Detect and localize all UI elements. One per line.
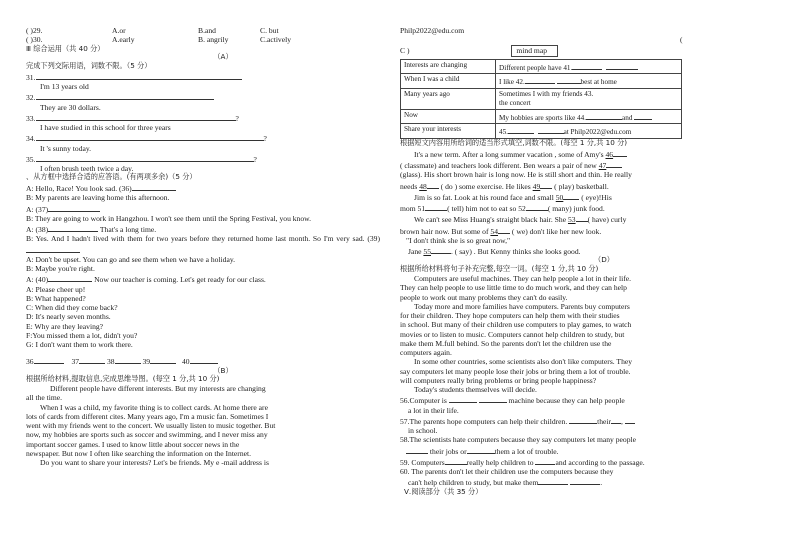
answer-blank-45b[interactable] (538, 125, 564, 134)
answer-blank-34[interactable] (36, 132, 264, 141)
answer-box-36[interactable] (34, 355, 64, 364)
passage-b-line: Different people have different interests. But my interests are changing (50, 384, 266, 394)
passage-d-line: In some other countries, some scientists also don't like computers. They (414, 357, 633, 367)
paren-line: ( (680, 35, 683, 45)
question-60: 60. The parents don't let their children use the computers because they (400, 467, 614, 477)
answer-blank-45[interactable] (508, 125, 534, 134)
directions-2: 、从方框中选择合适的应答语。(有两项多余)（5 分） (26, 172, 197, 182)
directions-1: 完成下列交际用语，词数不限。（5 分） (26, 61, 152, 71)
question-56: 56.Computer is machine because they can help people (400, 396, 625, 406)
answer-box-39[interactable] (150, 355, 176, 364)
passage-d-line: say computers let many people lose their jobs or bring them a lot of trouble. (400, 366, 631, 376)
mc-question-30: ( )30. A.early B. angrily C.actively (26, 35, 291, 45)
option-29-a[interactable]: A.or (112, 26, 126, 35)
question-58: 58.The scientists hate computers because they say computers let many people (400, 435, 636, 445)
blank-47[interactable]: 47 (598, 161, 607, 171)
answer-blank-57a[interactable] (569, 415, 597, 424)
right-column (400, 26, 768, 496)
dialog-line: A: Hello, Race! You look sad. (36) (26, 182, 380, 193)
passage-d-line: Today's students themselves will decide. (414, 385, 537, 395)
question-57-cont: in school. (408, 426, 438, 436)
option-30-c[interactable]: C.actively (260, 35, 291, 45)
blank-48[interactable]: 48 (419, 181, 427, 191)
mind-map-title: mind map (511, 45, 558, 56)
answer-34: It 's sunny today. (40, 143, 92, 153)
answer-blank-58b[interactable] (467, 445, 495, 454)
passage-c-line: Jane 55 . ( say) . But Kenny thinks she looks good. (408, 247, 581, 257)
option-a: A: Please cheer up! (26, 284, 86, 294)
passage-b-line: important soccer games. I used to know little about soccer news in the (26, 439, 240, 449)
dialog-line: B: Yes. And I hadn't lived with them for two years before they returned home last month. So I'm very sad. (39) (26, 234, 380, 255)
blank-53[interactable]: 53 (567, 215, 576, 225)
option-e: E: Why are they leaving? (26, 321, 104, 331)
answer-32: They are 30 dollars. (40, 102, 101, 112)
answer-blank-42b[interactable] (557, 75, 581, 84)
option-d: D: It's nearly seven months. (26, 312, 111, 322)
dialog-line: A: Don't be upset. You can go and see them when we have a holiday. (26, 254, 236, 264)
answer-blank-38[interactable] (48, 223, 98, 232)
blank-50[interactable]: 50 (555, 192, 564, 202)
answer-blank-36[interactable] (132, 182, 176, 191)
blank-46[interactable]: 46 (605, 149, 614, 159)
answer-blank-44[interactable] (586, 111, 622, 120)
answer-blank-47[interactable] (606, 159, 622, 168)
directions-5: 根据所给材料将句子补充完整,每空一词。(每空 1 分,共 10 分) (400, 264, 599, 274)
passage-d-line: Today more and more families have computers. Parents buy computers (414, 301, 630, 311)
answer-blank-51[interactable] (425, 202, 447, 211)
passage-c-line: brown hair now. But some of 54 ( we) don't like her new look. (400, 226, 602, 236)
answer-blank-59b[interactable] (535, 456, 555, 465)
answer-box-40[interactable] (190, 355, 218, 364)
q32: 32. (26, 91, 380, 102)
option-f: F:You missed them a lot, didn't you? (26, 330, 138, 340)
answer-blank-46[interactable] (613, 148, 627, 157)
passage-c-line: (glass). His short brown hair is long now. He is still short and thin. He really (400, 170, 632, 180)
passage-d-line: Computers are useful machines. They can help people a lot in their life. (414, 274, 632, 284)
passage-d-line: will computers really bring problems or bring people happiness? (400, 375, 597, 385)
answer-blank-39[interactable] (26, 244, 80, 253)
option-c: C: When did they come back? (26, 303, 118, 313)
passage-b-line: newspaper. But now I often like searching the information on the Internet. (26, 448, 252, 458)
passage-c-line: It's a new term. After a long summer vacation , some of Amy's 46 (400, 148, 768, 159)
passage-b-line: all the time. (26, 393, 63, 403)
answer-box-37[interactable] (79, 355, 105, 364)
answer-31: I'm 13 years old (40, 82, 89, 92)
answer-blank-53[interactable] (576, 213, 588, 222)
blank-49[interactable]: 49 (532, 181, 541, 191)
answer-row: 36 37 38 39 40 (26, 355, 380, 366)
email-line: Philp2022@edu.com (400, 26, 465, 35)
passage-b-line: When I was a child, my favorite thing is to collect cards. At home there are (40, 402, 268, 412)
passage-c-line: ( classmate) and teachers look different. Ben wears a pair of new 47 (400, 159, 768, 170)
passage-d-line: They can help people to use little time to do much work, and they can help (400, 283, 627, 293)
answer-blank-60a[interactable] (538, 476, 568, 485)
passage-c-line: Jim is so fat. Look at his round face and small 50 ( eye)!His (414, 192, 612, 202)
question-56-cont: a lot in their life. (408, 405, 459, 415)
q35: 35. ? (26, 154, 257, 164)
table-row: Share your interests 45. at Philp2022@edu.com (401, 124, 682, 139)
answer-35: I often brush teeth twice a day. (40, 164, 134, 174)
answer-blank-50[interactable] (563, 191, 579, 200)
option-29-c[interactable]: C. but (260, 26, 279, 35)
option-29-b[interactable]: B.and (198, 26, 216, 35)
answer-blank-56a[interactable] (449, 394, 477, 403)
section-5-heading: Ⅴ.阅读部分（共 35 分） (404, 486, 483, 496)
option-30-b[interactable]: B. angrily (198, 35, 229, 45)
passage-c-line: mom 51 ( tell) him not to eat so 52 ( many) junk food. (400, 204, 605, 214)
answer-blank-52[interactable] (526, 202, 548, 211)
answer-blank-33[interactable] (36, 112, 236, 121)
table-row: Many years ago Sometimes I with my friends 43. the concert (401, 89, 682, 110)
answer-blank-59a[interactable] (445, 456, 467, 465)
q31: 31. (26, 71, 380, 82)
passage-d-line: for their children. They hope computers can help them with their studies (400, 311, 620, 321)
answer-blank-42[interactable] (525, 75, 555, 84)
passage-d-line: make them M.full behind. So the parents don't let the children use the (400, 338, 612, 348)
passage-d-line: people to work out many problems they can't do easily. (400, 292, 568, 302)
section-3-heading: Ⅲ 综合运用（共 40 分） (26, 43, 105, 53)
mind-map-table (400, 59, 682, 140)
answer-blank-57c[interactable] (625, 415, 635, 424)
passage-c-line: needs 48 ( do ) some exercise. He likes 49 ( play) basketball. (400, 181, 609, 191)
passage-b-line: Do you want to share your interests? Let's be friends. My e -mail address is (40, 458, 269, 468)
passage-d-line: movies or to listen to music. Computers cannot help children to study, but (400, 329, 625, 339)
blank-54[interactable]: 54 (490, 226, 499, 236)
table-row: When I was a child I like 42. best at home (401, 74, 682, 89)
blank-55[interactable]: 55 (423, 247, 431, 257)
answer-blank-41[interactable] (572, 61, 602, 70)
q33: 33. ? (26, 113, 239, 123)
passage-b-line: lots of cards from different cites. Many years ago, I'm a music fan. Sometimes I (26, 411, 269, 421)
answer-blank-55[interactable] (431, 245, 451, 254)
question-60-cont: can't help children to study, but make them . (408, 478, 603, 488)
passage-d-line: in school. But many of their children use computers to play games, to watch (400, 320, 632, 330)
answer-blank-44b[interactable] (634, 111, 652, 120)
question-58-cont: their jobs or them a lot of trouble. (400, 445, 768, 456)
option-30-a[interactable]: A.early (112, 35, 135, 45)
dialog-line: A: (38) That's a long time. (26, 225, 157, 235)
part-d-label: （D） (594, 255, 614, 265)
mc-question-29: ( )29. A.or B.and C. but (26, 26, 279, 35)
answer-blank-49[interactable] (540, 180, 552, 189)
answer-blank-57b[interactable] (611, 415, 621, 424)
answer-blank-56b[interactable] (479, 394, 507, 403)
directions-3: 根据所给材料,提取信息,完成思维导图。(每空 1 分,共 10 分) (26, 374, 220, 384)
passage-b-line: went with my friends went to the concert. We usually listen to music together. But (26, 421, 276, 431)
option-g: G: I don't want them to work there. (26, 340, 133, 350)
part-a-label: （A） (213, 52, 233, 62)
dialog-line: B: My parents are leaving home this afternoon. (26, 193, 170, 203)
answer-blank-31[interactable] (36, 71, 242, 80)
table-row: Interests are changing Different people have 41. (401, 59, 682, 74)
q34: 34. ? (26, 134, 267, 144)
dialog-line: A: (37) (26, 203, 380, 214)
part-c-heading: C ) mind map (400, 45, 768, 56)
left-column (26, 26, 380, 467)
dialog-line: B: Maybe you're right. (26, 264, 95, 274)
answer-33: I have studied in this school for three years (40, 123, 171, 133)
dialog-line: B: They are going to work in Hangzhou. I won't see them until the Spring Festival, you know. (26, 213, 312, 223)
answer-blank-58a[interactable] (406, 445, 428, 454)
answer-blank-54[interactable] (498, 225, 510, 234)
directions-4: 根据短文内容用所给词的适当形式填空,词数不限。(每空 1 分,共 10 分) (400, 138, 628, 148)
passage-d-line: computers again. (400, 348, 452, 358)
table-row: Now My hobbies are sports like 44. and (401, 109, 682, 124)
question-57: 57.The parents hope computers can help their children. their , (400, 415, 768, 426)
option-b: B: What happened? (26, 293, 86, 303)
answer-blank-60b[interactable] (570, 476, 600, 485)
answer-blank-37[interactable] (48, 203, 100, 212)
answer-blank-35[interactable] (36, 153, 254, 162)
passage-c-line: "I don't think she is so great now," (406, 235, 511, 245)
answer-blank-32[interactable] (36, 91, 214, 100)
passage-b-line: now, my hobbies are sports such as soccer and swimming, and I never miss any (26, 430, 268, 440)
answer-box-38[interactable] (115, 355, 141, 364)
passage-c-line: We can't see Miss Huang's straight black hair. She 53 ( have) curly (414, 215, 627, 225)
question-59: 59. Computers really help children to and according to the passage. (400, 457, 645, 467)
answer-blank-40[interactable] (48, 273, 92, 282)
answer-blank-48[interactable] (427, 180, 439, 189)
dialog-line: A: (40) Now our teacher is coming. Let's get ready for our class. (26, 275, 266, 285)
answer-blank-41b[interactable] (606, 61, 638, 70)
part-b-label: （B） (213, 365, 233, 375)
